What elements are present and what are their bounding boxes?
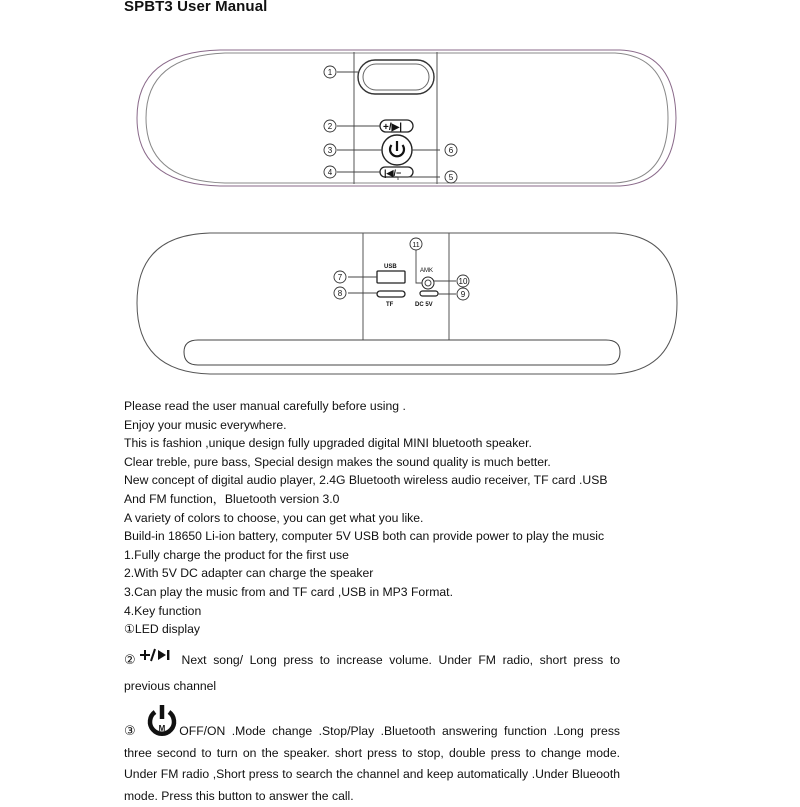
feature-line: 2.With 5V DC adapter can charge the speaker — [124, 566, 374, 581]
callout-9: 9 — [460, 290, 466, 299]
callout-1: 1 — [327, 68, 333, 77]
callout-10: 10 — [458, 277, 468, 286]
speaker-back-view — [137, 233, 677, 374]
power-mode-icon — [145, 703, 179, 737]
power-icon — [390, 141, 404, 156]
callout-3: 3 — [327, 146, 333, 155]
feature-line: 3.Can play the music from and TF card ,USB in MP3 Format. — [124, 584, 453, 599]
key-3-text-first: OFF/ON .Mode change .Stop/Play .Bluetooth answering function .Long press — [179, 724, 621, 738]
intro-line: New concept of digital audio player, 2.4G Bluetooth wireless audio receiver, TF card .USB — [124, 473, 608, 488]
callout-7: 7 — [337, 273, 343, 282]
intro-line: Enjoy your music everywhere. — [124, 417, 287, 432]
usb-label: USB — [384, 264, 397, 270]
front-button-glyphs — [383, 122, 402, 178]
next-volume-up-icon — [139, 648, 175, 664]
callout-11: 11 — [412, 242, 420, 249]
callout-8: 8 — [337, 289, 343, 298]
section-heading: 4.Key function — [124, 603, 202, 618]
callout-6: 6 — [448, 146, 454, 155]
callout-4: 4 — [327, 168, 333, 177]
dc5v-label: DC 5V — [415, 302, 433, 308]
key-2-marker: ② — [124, 652, 139, 667]
callout-2: 2 — [327, 122, 333, 131]
svg-text:|◀/−: |◀/− — [384, 168, 402, 178]
tf-label: TF — [386, 302, 394, 308]
feature-line: 1.Fully charge the product for the first use — [124, 547, 349, 562]
intro-line: This is fashion ,unique design fully upgraded digital MINI bluetooth speaker. — [124, 436, 532, 451]
key-1-led: ①LED display — [124, 622, 200, 637]
key-3-text-rest: three second to turn on the speaker. short press to stop, double press to change mode. Under FM radio ,Short press to search the channel and keep automatically .Under Blueooth mode. Press this button to answer the call. — [124, 745, 620, 803]
callout-5: 5 — [448, 173, 454, 182]
intro-text — [124, 397, 620, 639]
intro-line: Clear treble, pure bass, Special design makes the sound quality is much better. — [124, 454, 551, 469]
speaker-front-view — [137, 50, 676, 186]
key-2-description — [124, 647, 620, 699]
speaker-diagram — [0, 0, 800, 400]
svg-text:M: M — [158, 724, 166, 733]
amk-label: AMK — [420, 268, 434, 274]
svg-text:+/▶|: +/▶| — [383, 122, 403, 133]
page-title: SPBT3 User Manual — [124, 0, 268, 15]
key-2-text: Next song/ Long press to increase volume. Under FM radio, short press to previous channel — [124, 653, 620, 693]
intro-line: Build-in 18650 Li-ion battery, computer 5V USB both can provide power to play the music — [124, 529, 605, 544]
intro-line: And FM function，Bluetooth version 3.0 — [124, 491, 340, 506]
intro-line: Please read the user manual carefully before using . — [124, 399, 406, 413]
intro-line: A variety of colors to choose, you can get what you like. — [124, 510, 424, 525]
key-3-marker: ③ — [124, 723, 139, 738]
key-3-description — [124, 703, 620, 807]
